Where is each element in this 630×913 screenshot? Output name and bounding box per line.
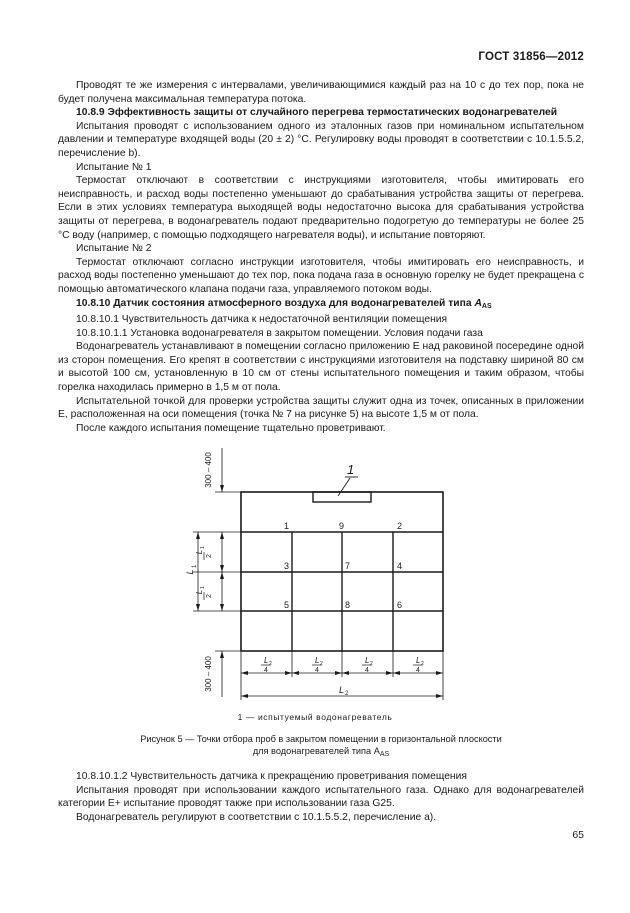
half-numerator: L — [195, 589, 204, 595]
figure-legend: 1 — испытуемый водонагреватель — [237, 712, 393, 722]
quarter-numerator: L — [315, 656, 320, 665]
page-number: 65 — [572, 829, 584, 841]
caption-line-2-text: для водонагревателей типа A — [252, 746, 380, 756]
arrowhead — [386, 671, 393, 675]
arrowhead — [220, 565, 224, 572]
subsection-10-8-10-1: 10.8.10.1 Чувствительность датчика к недостаточной вентиляции помещения — [76, 314, 448, 326]
arrowhead — [220, 485, 224, 492]
arrowhead — [292, 671, 299, 675]
arrowhead — [436, 671, 443, 675]
l1-letter: L — [185, 569, 195, 575]
quarter-denominator: 4 — [416, 667, 420, 674]
sample-point-2: 2 — [397, 521, 403, 531]
quarter-numerator: L — [365, 656, 370, 665]
l2-subscript: 2 — [345, 691, 349, 697]
quarter-numerator-sub: 2 — [421, 661, 424, 667]
dim-label-l1-half-lower — [195, 586, 206, 594]
half-numerator-sub: 1 — [200, 546, 206, 549]
arrowhead — [220, 651, 224, 658]
dim-label-l1-half-upper — [195, 546, 206, 554]
caption-line-2 — [58, 745, 584, 761]
paragraph: Водонагреватель регулируют в соответствии с 10.1.5.5.2, перечисление а). — [76, 811, 437, 823]
dim-label-bottom: 300 – 400 — [204, 656, 213, 692]
paragraph: После каждого испытания помещение тщательно проветривают. — [76, 422, 386, 434]
subsection-10-8-10-1-2: 10.8.10.1.2 Чувствительность датчика к прекращению проветривания помещения — [76, 771, 467, 782]
heading-type-symbol: A — [474, 297, 482, 309]
caption-subscript: AS — [379, 751, 390, 758]
callout-number: 1 — [347, 462, 355, 477]
arrowhead — [285, 671, 292, 675]
figure-caption — [58, 733, 584, 761]
arrowhead — [436, 694, 443, 698]
heading-type-subscript: AS — [481, 302, 492, 310]
water-heater-symbol — [313, 492, 371, 502]
sample-point-1: 1 — [284, 521, 290, 531]
arrowhead — [393, 671, 400, 675]
arrowhead — [241, 694, 248, 698]
arrowhead — [196, 604, 200, 611]
sample-point-6: 6 — [397, 600, 403, 610]
dim-label-l2 — [339, 685, 349, 697]
body-text-bottom — [58, 770, 584, 824]
arrowhead — [342, 671, 349, 675]
quarter-numerator: L — [264, 656, 269, 665]
sample-point-8: 8 — [345, 600, 351, 610]
quarter-denominator: 4 — [365, 667, 369, 674]
arrowhead — [196, 532, 200, 539]
arrowhead — [220, 604, 224, 611]
sample-point-7: 7 — [345, 561, 351, 571]
paragraph: Термостат отключают в соответствии с инструкциями изготовителя, чтобы имитировать его неисправность, и расход воды постепенно уменьшают до срабатывания устройства защиты от перегрева. Если в этих условиях температура выходящей воды недостаточно высока для срабатывания устройства защиты от перегрева, в водонагреватель подают предварительно подогретую до температуры не более 25 °С воду (например, с помощью подходящего нагревателя воды), и испытание повторяют. — [58, 175, 584, 241]
quarter-numerator: L — [416, 656, 421, 665]
paragraph: Водонагреватель устанавливают в помещении согласно приложению Е над раковиной посередине одной из сторон помещения. Его крепят в соответствии с инструкциями изготовителя на подставку шириной 80 см и высотой 100 см, установленную в 10 см от стены испытательного помещения и таким образом, чтобы горелка находилась примерно в 1,5 м от пола. — [58, 341, 584, 394]
arrowhead — [241, 671, 248, 675]
sample-point-9: 9 — [339, 521, 345, 531]
arrowhead — [220, 532, 224, 539]
heading-text: 10.8.10 Датчик состояния атмосферного воздуха для водонагревателей типа — [76, 297, 472, 309]
arrowhead — [220, 572, 224, 579]
quarter-denominator: 4 — [315, 667, 319, 674]
paragraph: Испытания проводят при использовании каждого испытательного газа. Однако для водонагревателей категории Е+ испытание проводят также при использовании газа G25. — [58, 784, 584, 810]
half-denominator: 2 — [206, 554, 213, 558]
test-2-label: Испытание № 2 — [76, 243, 152, 255]
paragraph: Термостат отключают согласно инструкции изготовителя, чтобы имитировать его неисправность, и расход воды постепенно уменьшают до тех пор, пока подача газа в основную горелку не будет прекращена с помощью автоматического клапана подачи газа, управляемого потоком воды. — [58, 256, 584, 295]
half-numerator-sub: 1 — [200, 586, 206, 589]
sample-point-5: 5 — [284, 600, 290, 610]
half-numerator: L — [195, 549, 204, 555]
sample-point-4: 4 — [397, 561, 403, 571]
dim-label-l1 — [185, 564, 198, 575]
l1-subscript: 1 — [192, 564, 198, 568]
test-1-label: Испытание № 1 — [76, 161, 152, 173]
caption-line-1: Рисунок 5 — Точки отбора проб в закрытом помещении в горизонтальной плоскости — [140, 734, 502, 744]
half-denominator: 2 — [206, 594, 213, 598]
paragraph: Испытания проводят с использованием одного из эталонных газов при номинальном испытательном давлении и температуре входящей воды (20 ± 2) °С. Регулировку воды проводят в соответствии с 10.1.5.5.2, перечисление b). — [58, 120, 584, 159]
arrowhead — [335, 671, 342, 675]
callout-leader — [338, 478, 350, 496]
l2-letter: L — [339, 685, 345, 695]
section-heading-10-8-9: 10.8.9 Эффективность защиты от случайного перегрева термостатических водонагревателей — [76, 107, 558, 119]
paragraph: Испытательной точкой для проверки устройства защиты служит одна из точек, описанных в приложении Е, расположенная на оси помещения (точка № 7 на рисунке 5) на высоте 1,5 м от пола. — [58, 395, 584, 421]
quarter-denominator: 4 — [264, 667, 268, 674]
sample-point-3: 3 — [284, 561, 290, 571]
quarter-numerator-sub: 2 — [269, 661, 272, 667]
subsection-10-8-10-1-1: 10.8.10.1.1 Установка водонагревателя в закрытом помещении. Условия подачи газа — [76, 327, 483, 339]
paragraph: Проводят те же измерения с интервалами, увеличивающимися каждый раз на 10 с до тех пор, пока не будет получена максимальная температура потока. — [58, 80, 584, 105]
quarter-numerator-sub: 2 — [370, 661, 373, 667]
document-header: ГОСТ 31856—2012 — [478, 51, 584, 63]
quarter-numerator-sub: 2 — [320, 661, 323, 667]
dim-label-top: 300 – 400 — [204, 452, 213, 488]
